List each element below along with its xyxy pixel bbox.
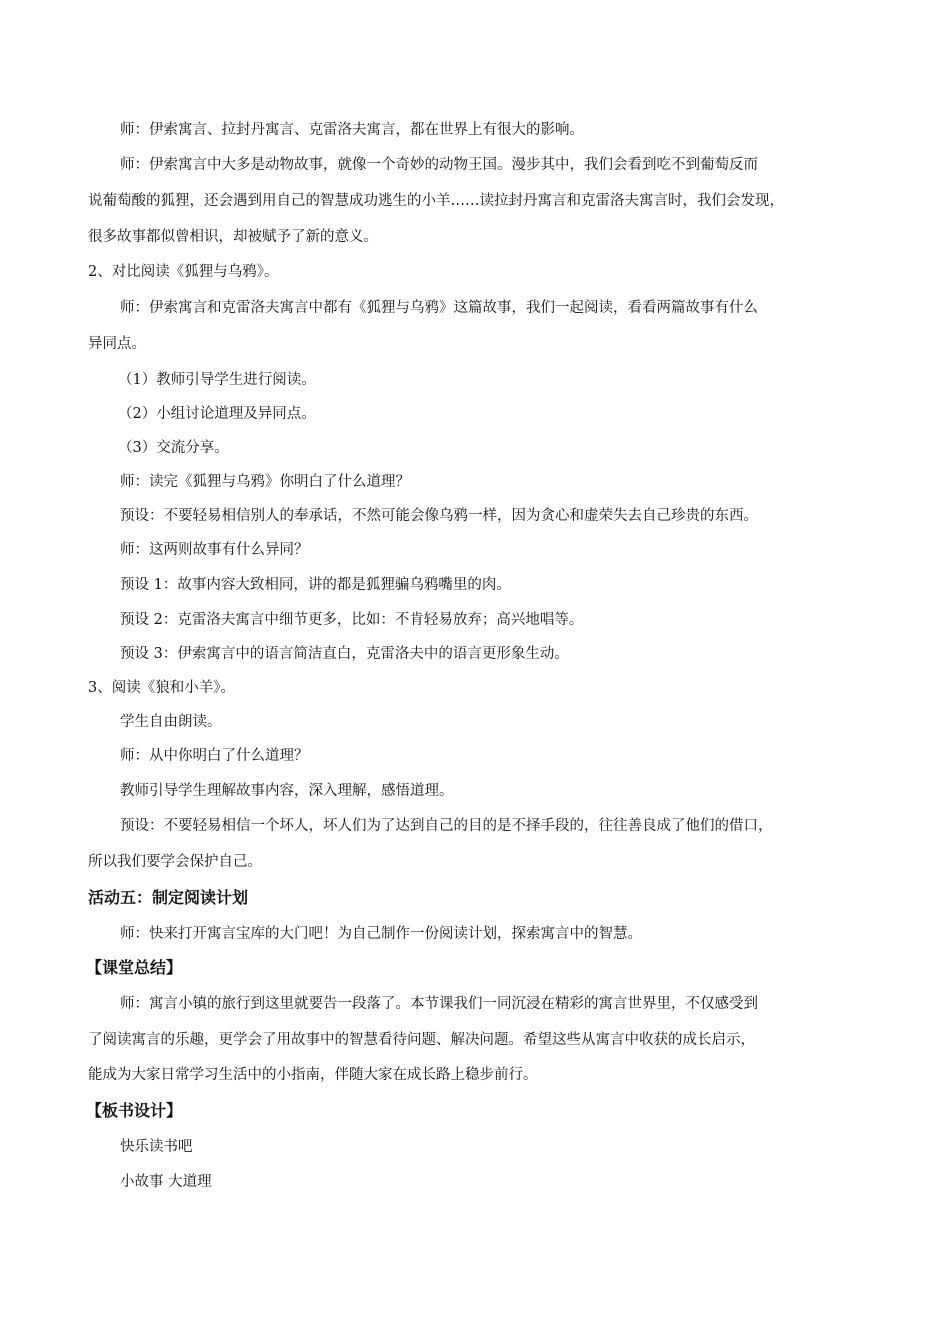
paragraph-line: 预设 3：伊索寓言中的语言简洁直白，克雷洛夫中的语言更形象生动。 — [120, 646, 569, 662]
paragraph-line: 说葡萄酸的狐狸，还会遇到用自己的智慧成功逃生的小羊……读拉封丹寓言和克雷洛夫寓言时，我们会发现， — [88, 193, 784, 209]
list-item: （2）小组讨论道理及异同点。 — [118, 406, 316, 422]
board-design-line: 小故事 大道理 — [120, 1174, 212, 1190]
paragraph-line: 所以我们要学会保护自己。 — [88, 854, 262, 870]
paragraph-line: 师：伊索寓言中大多是动物故事，就像一个奇妙的动物王国。漫步其中，我们会看到吃不到葡萄反而 — [120, 157, 758, 173]
paragraph-line: 师：读完《狐狸与乌鸦》你明白了什么道理？ — [120, 474, 410, 490]
paragraph-line: 预设 2：克雷洛夫寓言中细节更多，比如：不肯轻易放弃；高兴地唱等。 — [120, 612, 584, 628]
section-item: 3、阅读《狼和小羊》。 — [88, 680, 235, 696]
paragraph-line: 师：从中你明白了什么道理？ — [120, 748, 309, 764]
paragraph-line: 能成为大家日常学习生活中的小指南，伴随大家在成长路上稳步前行。 — [88, 1067, 538, 1083]
board-design-line: 快乐读书吧 — [120, 1139, 193, 1155]
paragraph-line: 预设：不要轻易相信别人的奉承话，不然可能会像乌鸦一样，因为贪心和虚荣失去自己珍贵的东西。 — [120, 508, 758, 524]
paragraph-line: 师：寓言小镇的旅行到这里就要告一段落了。本节课我们一同沉浸在精彩的寓言世界里，不仅感受到 — [120, 996, 758, 1012]
paragraph-line: 师：快来打开寓言宝库的大门吧！为自己制作一份阅读计划，探索寓言中的智慧。 — [120, 926, 642, 942]
paragraph-line: 异同点。 — [88, 336, 146, 352]
paragraph-line: 预设：不要轻易相信一个坏人，坏人们为了达到自己的目的是不择手段的，往往善良成了他们的借口， — [120, 818, 773, 834]
paragraph-line: 很多故事都似曾相识，却被赋予了新的意义。 — [88, 229, 378, 245]
paragraph-line: 预设 1：故事内容大致相同，讲的都是狐狸骗乌鸦嘴里的肉。 — [120, 577, 511, 593]
section-heading: 活动五：制定阅读计划 — [88, 888, 249, 907]
paragraph-line: 学生自由朗读。 — [120, 714, 222, 730]
section-heading: 【板书设计】 — [86, 1101, 183, 1120]
list-item: （1）教师引导学生进行阅读。 — [118, 372, 316, 388]
paragraph-line: 师：这两则故事有什么异同？ — [120, 542, 309, 558]
list-item: （3）交流分享。 — [118, 440, 229, 456]
paragraph-line: 了阅读寓言的乐趣，更学会了用故事中的智慧看待问题、解决问题。希望这些从寓言中收获的成长启示， — [88, 1032, 755, 1048]
paragraph-line: 师：伊索寓言、拉封丹寓言、克雷洛夫寓言，都在世界上有很大的影响。 — [120, 122, 584, 138]
paragraph-line: 教师引导学生理解故事内容，深入理解，感悟道理。 — [120, 783, 454, 799]
section-item: 2、对比阅读《狐狸与乌鸦》。 — [88, 264, 279, 280]
paragraph-line: 师：伊索寓言和克雷洛夫寓言中都有《狐狸与乌鸦》这篇故事，我们一起阅读，看看两篇故事有什么 — [120, 300, 758, 316]
section-heading: 【课堂总结】 — [86, 958, 183, 977]
